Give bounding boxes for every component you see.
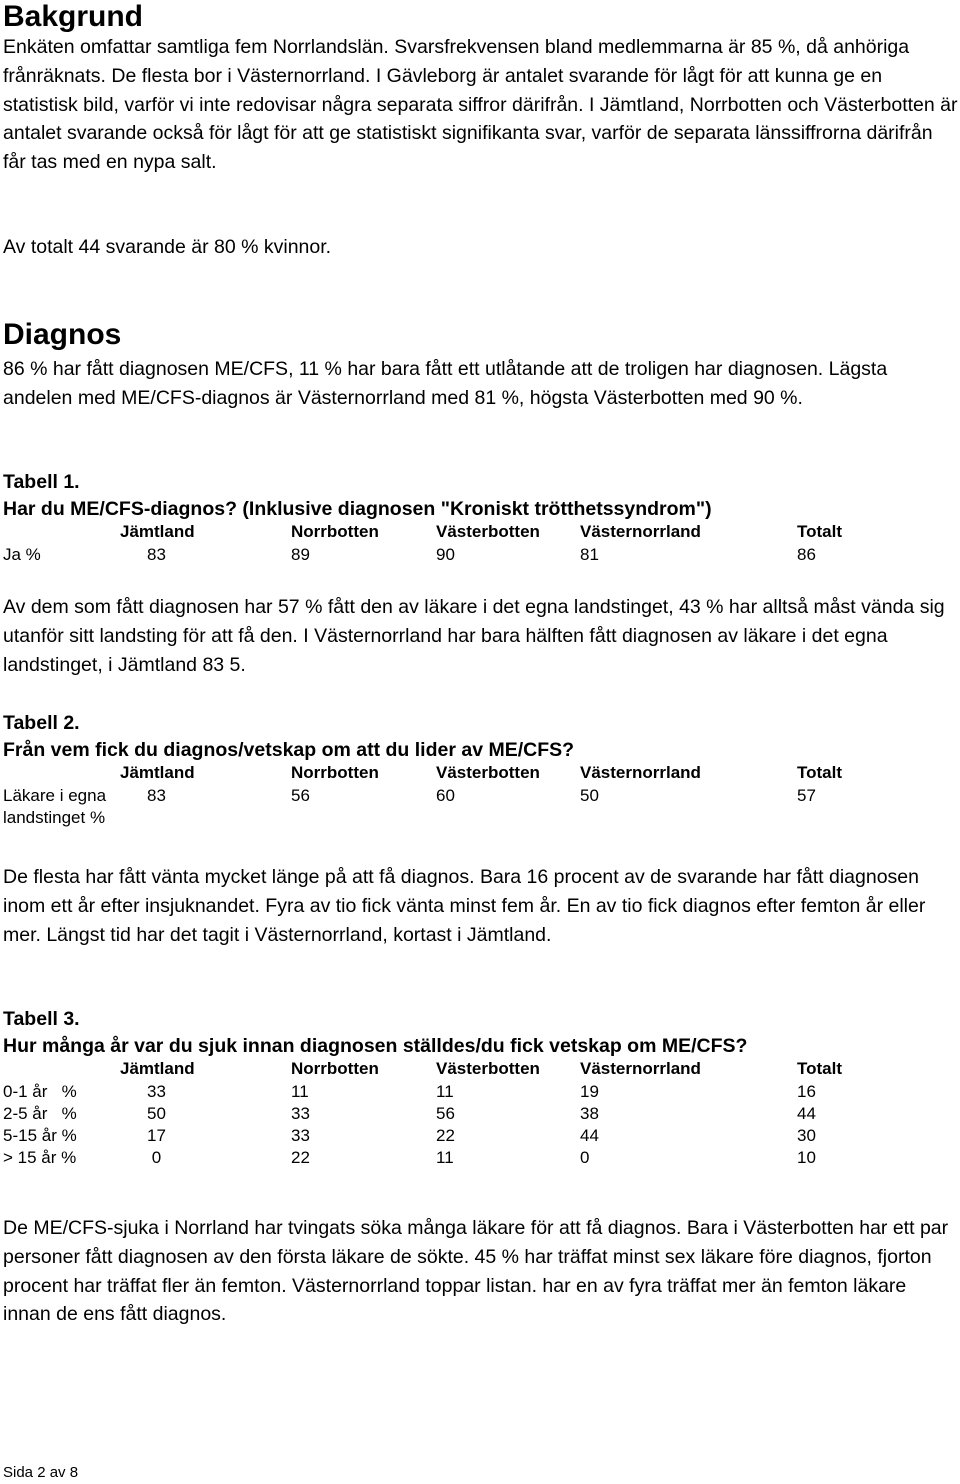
cell-value: 30 [797,1126,816,1145]
table1-header-norrbotten: Norrbotten [291,522,379,541]
cell-value: 0 [147,1148,162,1167]
cell-value: 81 [580,545,599,564]
table1-header-row [0,521,960,543]
table-row [0,1081,960,1103]
paragraph-bakgrund-gender: Av totalt 44 svarande är 80 % kvinnor. [3,236,332,258]
section-heading-bakgrund: Bakgrund [3,0,144,33]
cell-value: 33 [291,1104,310,1123]
cell-value: 0 [580,1148,590,1167]
row-label: Ja % [3,545,41,564]
cell-value: 83 [147,545,166,564]
table1-header-vasternorrland: Västernorrland [580,522,701,541]
cell-value: 50 [580,786,599,805]
table2-header-jamtland: Jämtland [120,763,195,782]
table-row [0,785,960,829]
table1-caption-number: Tabell 1. [3,471,80,493]
row-label: 0-1 år % [3,1082,77,1101]
paragraph-diagnos-intro: 86 % har fått diagnosen ME/CFS, 11 % har bara fått ett utlåtande att de troligen har diagnosen. Lägsta andelen med ME/CFS-diagnos är Västernorrland med 81 %, högsta Västerbotten med 90 %. [3,358,888,409]
cell-value: 86 [797,545,816,564]
table3-header-vasterbotten: Västerbotten [436,1059,540,1078]
table2-caption-title: Från vem fick du diagnos/vetskap om att du lider av ME/CFS? [3,739,575,761]
row-label: Läkare i egna landstinget % [3,786,107,827]
row-label: 5-15 år % [3,1126,77,1145]
paragraph-after-table1: Av dem som fått diagnosen har 57 % fått den av läkare i det egna landstinget, 43 % har alltså måst vända sig utanför sitt landsting för att få den. I Västernorrland har bara hälften fått diagnosen av läkare i det egna landstinget, i Jämtland 83 5. [3,596,945,676]
cell-value: 56 [436,1104,455,1123]
cell-value: 50 [147,1104,166,1123]
table3-header-row [0,1058,960,1080]
cell-value: 33 [291,1126,310,1145]
cell-value: 57 [797,786,816,805]
cell-value: 90 [436,545,455,564]
cell-value: 83 [147,786,166,805]
cell-value: 89 [291,545,310,564]
cell-value: 56 [291,786,310,805]
cell-value: 16 [797,1082,816,1101]
paragraph-after-table3: De ME/CFS-sjuka i Norrland har tvingats söka många läkare för att få diagnos. Bara i Västerbotten har ett par personer fått diagnosen av den första läkare de sökte. 45 % har träffat minst sex läkare före diagnos, fjorton procent har träffat fler än femton. Västernorrland toppar listan. har en av fyra träffat mer än femton läkare innan de ens fått diagnos. [3,1217,949,1326]
paragraph-bakgrund-intro: Enkäten omfattar samtliga fem Norrlandslän. Svarsfrekvensen bland medlemmarna är 85 %, då anhöriga frånräknats. De flesta bor i Västernorrland. I Gävleborg är antalet svarande för lågt för att kunna ge en statistisk bild, varför vi inte redovisar några separata siffror därifrån. I Jämtland, Norrbotten och Västerbotten är antalet svarande också för lågt för att ge statistiskt signifikanta svar, varför de separata länssiffrorna därifrån får tas med en nypa salt. [3,36,958,174]
section-heading-diagnos: Diagnos [3,318,122,351]
cell-value: 22 [436,1126,455,1145]
cell-value: 11 [291,1082,309,1101]
table2-header-vasterbotten: Västerbotten [436,763,540,782]
cell-value: 11 [436,1148,454,1167]
page-number: Sida 2 av 8 [3,1464,79,1481]
table1-header-vasterbotten: Västerbotten [436,522,540,541]
cell-value: 44 [580,1126,599,1145]
table1-header-totalt: Totalt [797,522,843,541]
cell-value: 22 [291,1148,310,1167]
cell-value: 38 [580,1104,599,1123]
table1-header-jamtland: Jämtland [120,522,195,541]
table3-header-jamtland: Jämtland [120,1059,195,1078]
cell-value: 11 [436,1082,454,1101]
table2-header-totalt: Totalt [797,763,843,782]
table-row [0,1125,960,1147]
table3-caption-number: Tabell 3. [3,1008,80,1030]
cell-value: 19 [580,1082,599,1101]
paragraph-after-table2: De flesta har fått vänta mycket länge på att få diagnos. Bara 16 procent av de svarande har fått diagnosen inom ett år efter insjuknandet. Fyra av tio fick vänta minst fem år. En av tio fick diagnos efter femton år eller mer. Längst tid har det tagit i Västernorrland, kortast i Jämtland. [3,866,926,946]
table-row [0,1103,960,1125]
cell-value: 17 [147,1126,166,1145]
table3-header-vasternorrland: Västernorrland [580,1059,701,1078]
row-label: > 15 år % [3,1148,77,1167]
table-row [0,544,960,566]
table-row [0,1147,960,1169]
table2-header-vasternorrland: Västernorrland [580,763,701,782]
cell-value: 60 [436,786,455,805]
cell-value: 33 [147,1082,166,1101]
table3-header-totalt: Totalt [797,1059,843,1078]
table3-caption-title: Hur många år var du sjuk innan diagnosen ställdes/du fick vetskap om ME/CFS? [3,1035,748,1057]
row-label: 2-5 år % [3,1104,77,1123]
table1-caption-title: Har du ME/CFS-diagnos? (Inklusive diagnosen "Kroniskt trötthetssyndrom") [3,498,712,520]
table3-header-norrbotten: Norrbotten [291,1059,379,1078]
table2-caption-number: Tabell 2. [3,712,80,734]
cell-value: 44 [797,1104,816,1123]
table2-header-row [0,762,960,784]
cell-value: 10 [797,1148,816,1167]
table2-header-norrbotten: Norrbotten [291,763,379,782]
